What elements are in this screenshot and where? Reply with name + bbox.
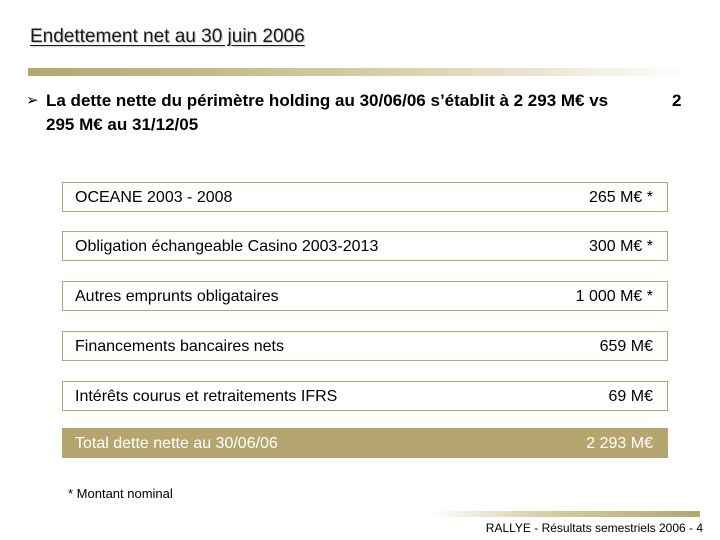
row-label: Autres emprunts obligataires bbox=[75, 288, 279, 305]
row-label: Intérêts courus et retraitements IFRS bbox=[75, 388, 338, 405]
debt-row-obligation-casino bbox=[62, 231, 668, 261]
row-label: Financements bancaires nets bbox=[75, 338, 284, 355]
row-label: OCEANE 2003 - 2008 bbox=[75, 189, 233, 206]
total-row bbox=[62, 428, 668, 458]
debt-row-financements-bancaires bbox=[62, 331, 668, 361]
row-amount: 1 000 M€ * bbox=[575, 288, 653, 305]
footnote: * Montant nominal bbox=[68, 486, 173, 501]
row-label: Obligation échangeable Casino 2003-2013 bbox=[75, 238, 379, 255]
row-amount: 659 M€ bbox=[599, 338, 653, 355]
title-divider bbox=[28, 68, 692, 76]
footer-divider bbox=[430, 511, 700, 517]
bullet-line-1-suffix: 2 bbox=[672, 91, 682, 110]
page-title: Endettement net au 30 juin 2006 bbox=[30, 26, 305, 47]
debt-row-interets-ifrs bbox=[62, 381, 668, 411]
total-amount: 2 293 M€ bbox=[586, 435, 653, 452]
arrow-bullet-icon: ➢ bbox=[26, 92, 39, 109]
row-amount: 300 M€ * bbox=[588, 238, 653, 255]
bullet-line-1: La dette nette du périmètre holding au 30/06/06 s’établit à 2 293 M€ vs bbox=[46, 91, 609, 110]
bullet-line-2: 295 M€ au 31/12/05 bbox=[46, 115, 199, 134]
row-amount: 265 M€ * bbox=[588, 189, 653, 206]
slide-footer: RALLYE - Résultats semestriels 2006 - 4 bbox=[485, 521, 703, 535]
row-amount: 69 M€ bbox=[608, 388, 653, 405]
debt-row-autres-emprunts bbox=[62, 281, 668, 311]
debt-row-oceane bbox=[62, 182, 668, 212]
total-label: Total dette nette au 30/06/06 bbox=[75, 435, 278, 452]
